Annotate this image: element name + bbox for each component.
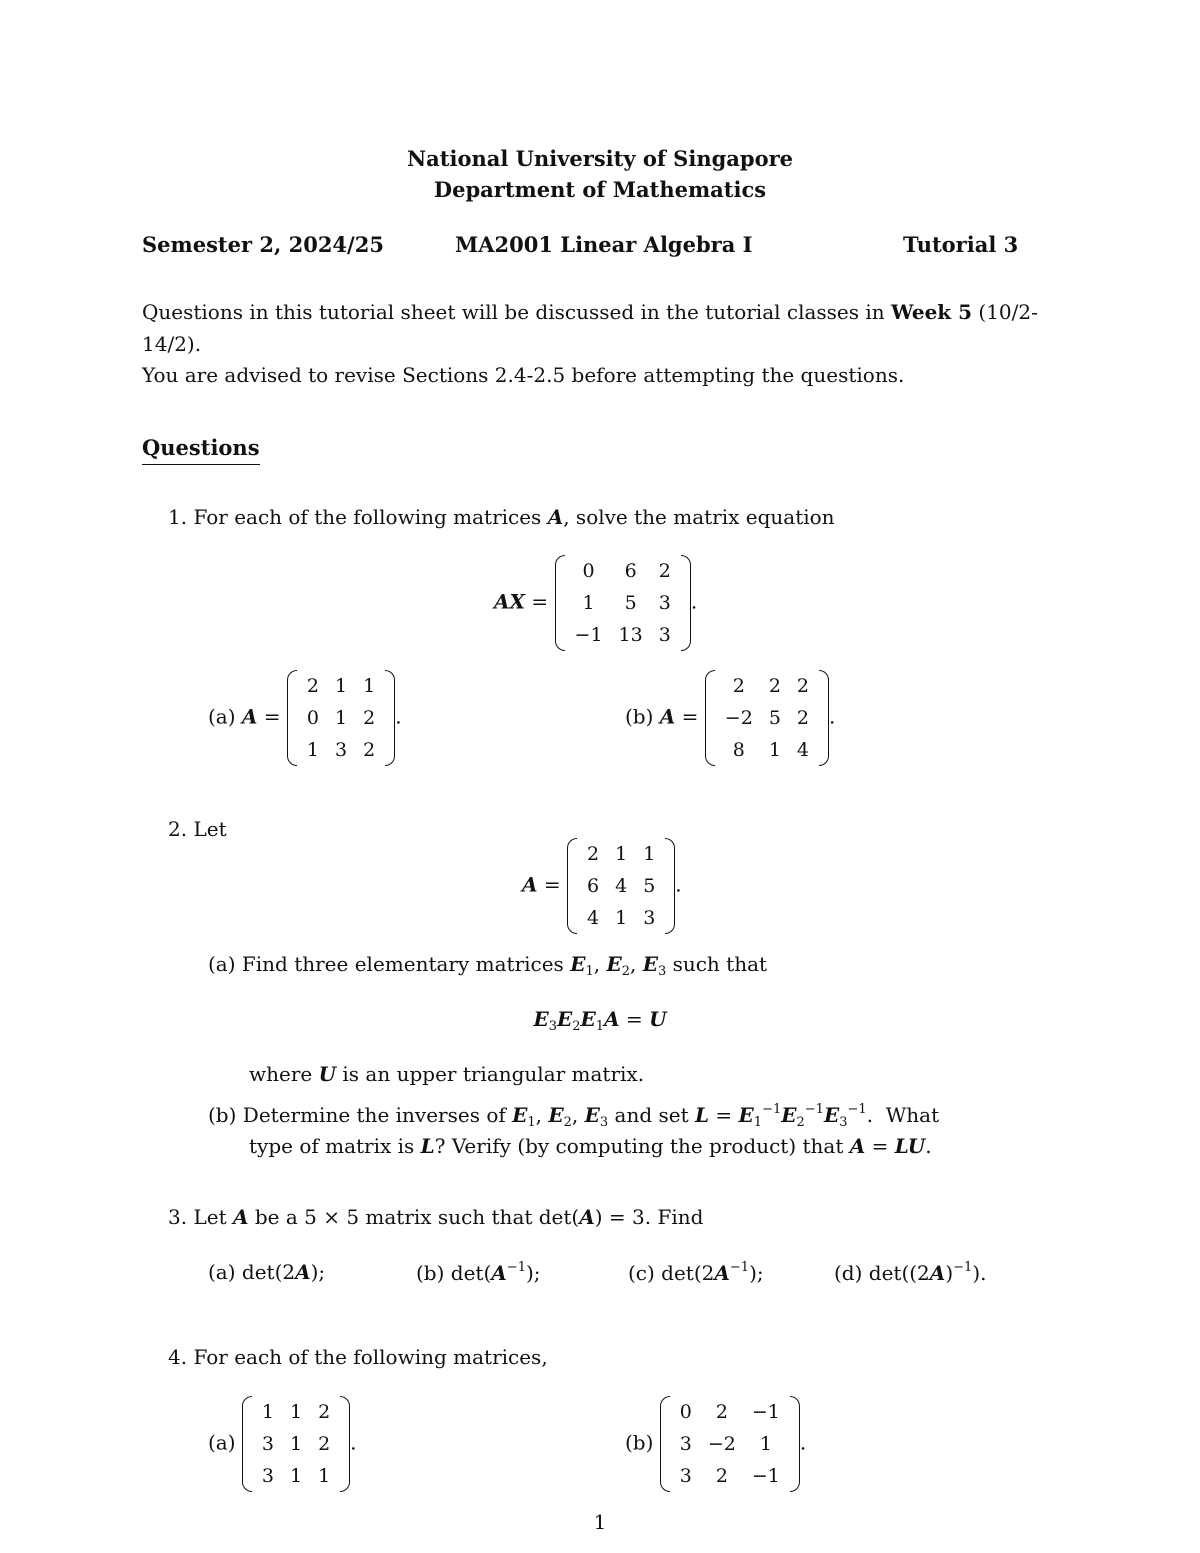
q4-a-matrix: 1 1 2 3 1 2 3 1 1 — [242, 1396, 350, 1492]
intro-week: Week 5 — [891, 300, 973, 324]
q2-matrix: 2 1 1 6 4 5 4 1 3 — [567, 838, 675, 934]
q1-number: 1. — [168, 505, 188, 529]
q2-part-b-line2: type of matrix is L? Verify (by computing the product) that A = LU. — [249, 1134, 932, 1158]
q1-var-a: A — [547, 505, 564, 529]
section-title: Questions — [142, 435, 260, 465]
q2-a-text-pre: Find three elementary matrices — [241, 952, 564, 976]
q4-b-matrix: 0 2 −1 3 −2 1 3 2 −1 — [660, 1396, 800, 1492]
q3-part-d: (d) $\det((2A)^{-1})$. — [834, 1260, 987, 1285]
q1-a-label: (a) — [208, 704, 236, 729]
q2-let — [168, 817, 227, 841]
q2-b-label: (b) — [208, 1103, 237, 1127]
q1-text-post: , solve the matrix equation — [563, 505, 835, 529]
q1-b-label: (b) — [625, 704, 654, 729]
q2-a-where: where U is an upper triangular matrix. — [249, 1062, 645, 1086]
q2-let-text: Let — [193, 817, 227, 841]
q1-lhs: AX — [494, 589, 526, 614]
q4-part-a: (a) 1 1 2 3 1 2 3 1 1 . — [208, 1396, 357, 1492]
q4-b-label: (b) — [625, 1430, 654, 1455]
semester-label: Semester 2, 2024/25 — [142, 232, 384, 257]
q1-rhs-matrix: 0 6 2 1 5 3 −1 13 3 — [555, 555, 691, 651]
q1-a-matrix: 2 1 1 0 1 2 1 3 2 — [287, 670, 395, 766]
university-name: National University of Singapore — [406, 146, 794, 171]
q1-text — [168, 505, 835, 529]
q2-matrix-def: A = 2 1 1 6 4 5 4 1 3 . — [522, 838, 682, 934]
q1-equation: AX = 0 6 2 1 5 3 −1 13 3 . — [494, 555, 697, 651]
q3-number: 3. — [168, 1205, 188, 1229]
q3-part-b: (b) $\det(A^{-1})$; — [416, 1260, 541, 1285]
q2-a-equation: $E_3E_2E_1A = U$ — [533, 1007, 667, 1034]
q2-a-text-post: such that — [672, 952, 768, 976]
q2-number: 2. — [168, 817, 188, 841]
intro-line-2: 14/2). — [142, 332, 202, 356]
q4-a-label: (a) — [208, 1430, 236, 1455]
department-name: Department of Mathematics — [433, 177, 767, 202]
q1-b-matrix: 2 2 2 −2 5 2 8 1 4 — [705, 670, 829, 766]
q3-part-a: (a) det(2A); — [208, 1260, 326, 1284]
q1-part-a: (a) A = 2 1 1 0 1 2 1 3 2 . — [208, 670, 402, 766]
q4-part-b: (b) 0 2 −1 3 −2 1 3 2 −1 . — [625, 1396, 806, 1492]
q2-part-a: (a) Find three elementary matrices $E_1$, $E_2$, $E_3$ such that — [208, 952, 768, 979]
intro-line-1 — [142, 300, 1038, 324]
course-label: MA2001 Linear Algebra I — [455, 232, 753, 257]
q3-part-c: (c) $\det(2A^{-1})$; — [628, 1260, 764, 1285]
q3-text: 3. Let A be a 5 × 5 matrix such that det(A) = 3. Find — [168, 1205, 704, 1229]
q1-part-b: (b) A = 2 2 2 −2 5 2 8 1 4 . — [625, 670, 835, 766]
intro-line-3: You are advised to revise Sections 2.4-2.5 before attempting the questions. — [142, 363, 905, 387]
tutorial-label: Tutorial 3 — [903, 232, 1019, 257]
intro-text: Questions in this tutorial sheet will be discussed in the tutorial classes in — [142, 300, 885, 324]
page-number: 1 — [593, 1510, 607, 1534]
q2-a-label: (a) — [208, 952, 236, 976]
intro-date: (10/2- — [978, 300, 1038, 324]
q4-number: 4. — [168, 1345, 188, 1369]
q4-text: 4. For each of the following matrices, — [168, 1345, 548, 1369]
q1-text-pre: For each of the following matrices — [193, 505, 542, 529]
q2-part-b-line1: (b) Determine the inverses of $E_1$, $E_2$, $E_3$ and set $L = E_1^{-1}E_2^{-1}E_3^{-1}$. What — [208, 1102, 940, 1130]
